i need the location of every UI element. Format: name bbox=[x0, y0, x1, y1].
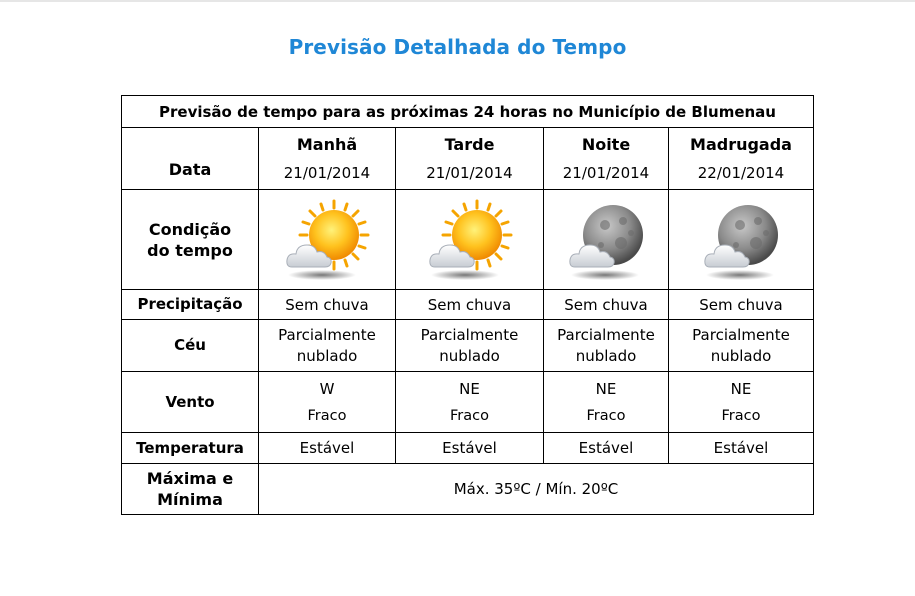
sky-cell: Parcialmente nublado bbox=[396, 320, 544, 372]
wind-direction: NE bbox=[595, 380, 617, 398]
temperature-cell: Estável bbox=[396, 433, 544, 464]
row-label-sky: Céu bbox=[122, 320, 259, 372]
table-row bbox=[122, 320, 814, 372]
table-row bbox=[122, 372, 814, 433]
sun-cloud-icon bbox=[282, 195, 372, 285]
period-cell-manha bbox=[259, 128, 396, 190]
condition-cell bbox=[396, 190, 544, 290]
table-row bbox=[122, 128, 814, 190]
condition-cell bbox=[544, 190, 669, 290]
table-row bbox=[122, 290, 814, 320]
sun-cloud-icon bbox=[425, 195, 515, 285]
temperature-cell: Estável bbox=[669, 433, 814, 464]
period-cell-tarde bbox=[396, 128, 544, 190]
condition-cell bbox=[669, 190, 814, 290]
row-label-wind: Vento bbox=[122, 372, 259, 433]
period-name: Tarde bbox=[444, 135, 495, 154]
wind-speed: Fraco bbox=[721, 408, 761, 424]
wind-speed: Fraco bbox=[307, 408, 347, 424]
period-cell-madrugada bbox=[669, 128, 814, 190]
period-date: 21/01/2014 bbox=[426, 164, 513, 182]
wind-direction: NE bbox=[459, 380, 480, 398]
table-row bbox=[122, 190, 814, 290]
period-date: 22/01/2014 bbox=[697, 164, 785, 182]
period-name: Manhã bbox=[296, 135, 358, 154]
moon-cloud-icon bbox=[696, 195, 786, 285]
precipitation-cell: Sem chuva bbox=[259, 290, 396, 320]
forecast-table bbox=[121, 95, 814, 515]
wind-cell bbox=[259, 372, 396, 433]
temperature-cell: Estável bbox=[259, 433, 396, 464]
period-date: 21/01/2014 bbox=[562, 164, 650, 182]
top-divider bbox=[0, 0, 915, 2]
row-label-maxmin: Máxima e Mínima bbox=[122, 464, 259, 515]
sky-cell: Parcialmente nublado bbox=[259, 320, 396, 372]
period-name: Madrugada bbox=[690, 135, 792, 154]
temperature-cell: Estável bbox=[544, 433, 669, 464]
table-row bbox=[122, 433, 814, 464]
page-title: Previsão Detalhada do Tempo bbox=[288, 35, 627, 59]
precipitation-cell: Sem chuva bbox=[544, 290, 669, 320]
row-label-temperature: Temperatura bbox=[122, 433, 259, 464]
row-label-condition: Condição do tempo bbox=[122, 190, 259, 290]
wind-cell bbox=[544, 372, 669, 433]
wind-cell bbox=[396, 372, 544, 433]
row-label-precipitation: Precipitação bbox=[122, 290, 259, 320]
period-cell-noite bbox=[544, 128, 669, 190]
precipitation-cell: Sem chuva bbox=[669, 290, 814, 320]
condition-cell bbox=[259, 190, 396, 290]
wind-speed: Fraco bbox=[586, 408, 626, 424]
period-date: 21/01/2014 bbox=[283, 164, 371, 182]
sky-cell: Parcialmente nublado bbox=[544, 320, 669, 372]
sky-cell: Parcialmente nublado bbox=[669, 320, 814, 372]
table-header: Previsão de tempo para as próximas 24 horas no Município de Blumenau bbox=[122, 96, 814, 128]
wind-cell bbox=[669, 372, 814, 433]
period-name: Noite bbox=[581, 135, 631, 154]
precipitation-cell: Sem chuva bbox=[396, 290, 544, 320]
moon-cloud-icon bbox=[561, 195, 651, 285]
maxmin-cell: Máx. 35ºC / Mín. 20ºC bbox=[259, 464, 814, 515]
table-row bbox=[122, 464, 814, 515]
wind-direction: W bbox=[319, 380, 335, 398]
wind-direction: NE bbox=[730, 380, 752, 398]
row-label-date: Data bbox=[122, 128, 259, 190]
wind-speed: Fraco bbox=[450, 408, 489, 424]
